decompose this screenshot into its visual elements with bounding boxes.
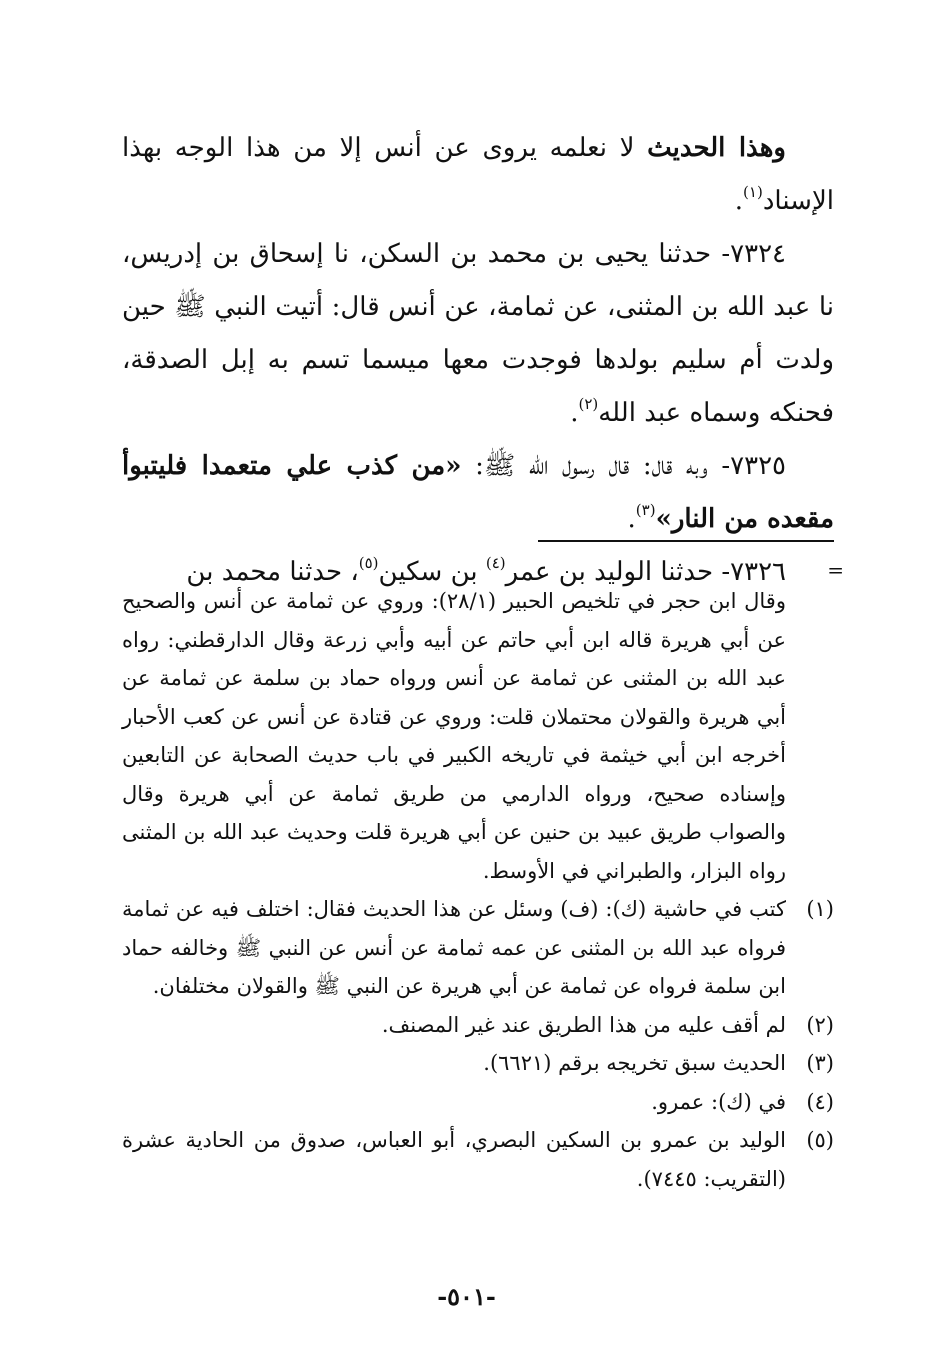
footnote-number: (٣) [806, 1051, 834, 1075]
footnote-number: (٥) [806, 1128, 834, 1152]
main-text [122, 122, 834, 599]
footnote-ref: (٣) [635, 501, 656, 519]
footnote-number: (٤) [806, 1089, 834, 1114]
footnote-text: كتب في حاشية (ك): (ف) وسئل عن هذا الحديث فقال: اختلف فيه عن ثمامة فرواه عبد الله بن المثنى عن عمه ثمامة عن أنس عن النبي ﷺ وخالفه حماد ابن سلمة فرواه عن ثمامة عن أبي هريرة عن النبي ﷺ والقولان مختلفان. [122, 897, 786, 998]
separator-line [538, 540, 834, 542]
paragraph-end: . [570, 398, 579, 428]
paragraph-text: لا نعلمه يروى عن أنس إلا من هذا الوجه بهذا الإسناد [122, 133, 834, 216]
footnote-ref: (٤) [485, 554, 506, 572]
footnotes [122, 582, 834, 1198]
paragraph-hadith-7325 [122, 440, 834, 546]
paragraph-text: ٧٣٢٤- حدثنا يحيى بن محمد بن السكن، نا إسحاق بن إدريس، نا عبد الله بن المثنى، عن ثمامة، عن أنس قال: أتيت النبي ﷺ حين ولدت أم سليم بولدها فوجدت معها ميسما تسم به إبل الصدقة، فحنكه وسماه عبد الله [122, 239, 834, 428]
bold-phrase: وهذا الحديث [647, 133, 786, 163]
footnote-2 [122, 1006, 834, 1045]
footnote-ref: (٥) [358, 554, 379, 572]
footnote-text: الحديث سبق تخريجه برقم (٦٦٢١). [483, 1051, 786, 1075]
footnote-3 [122, 1044, 834, 1083]
paragraph-end: . [627, 504, 636, 534]
continuation-mark: = [827, 558, 844, 582]
footnote-continuation: وقال ابن حجر في تلخيص الحبير (٢٨/١): وروي عن ثمامة عن أنس والصحيح عن أبي هريرة قاله ابن أبي حاتم عن أبيه وأبي زرعة وقال الدارقطني: رواه عبد الله بن المثنى عن ثمامة عن أنس ورواه حماد بن سلمة عن ثمامة عن أبي هريرة والقولان محتملان قلت: وروي عن قتادة عن أنس عن كعب الأحبار أخرجه ابن أبي خيثمة في تاريخه الكبير في باب حديث الصحابة عن التابعين وإسناده صحيح، ورواه الدارمي من طريق ثمامة عن أبي هريرة وقال والصواب طريق عبيد بن حنين عن أبي هريرة قلت وحديث عبد الله بن المثنى رواه البزار، والطبراني في الأوسط. [122, 589, 786, 883]
footnote-separator [122, 540, 844, 582]
footnote-4 [122, 1083, 834, 1122]
footnote-number: (٢) [806, 1012, 834, 1037]
paragraph-hadith-note [122, 122, 834, 228]
footnote-5 [122, 1121, 834, 1198]
paragraph-text: ٧٣٢٥- وبه قال: قال رسول الله ﷺ: [461, 451, 786, 481]
paragraph-hadith-7324 [122, 228, 834, 440]
footnote-number: (١) [806, 897, 834, 921]
bold-quote: «من كذب علي متعمدا فليتبوأ مقعده من النار» [122, 451, 834, 534]
footnote-ref: (١) [743, 183, 763, 201]
footnote-text: لم أقف عليه من هذا الطريق عند غير المصنف. [381, 1012, 786, 1037]
footnote-text: في (ك): عمرو. [651, 1089, 786, 1114]
footnote-ref: (٢) [578, 395, 599, 413]
footnote-1 [122, 890, 834, 1006]
footnote-text: الوليد بن عمرو بن السكين البصري، أبو العباس، صدوق من الحادية عشرة (التقريب: ٧٤٤٥). [122, 1128, 786, 1191]
paragraph-text: ٧٣٢٦- حدثنا الوليد بن عمر [505, 557, 786, 587]
paragraph-end: . [734, 186, 744, 216]
page-number: -٥٠١- [437, 1282, 496, 1311]
paragraph-text: بن سكين [378, 557, 486, 587]
paragraph-text: ، حدثنا محمد بن [186, 557, 359, 587]
